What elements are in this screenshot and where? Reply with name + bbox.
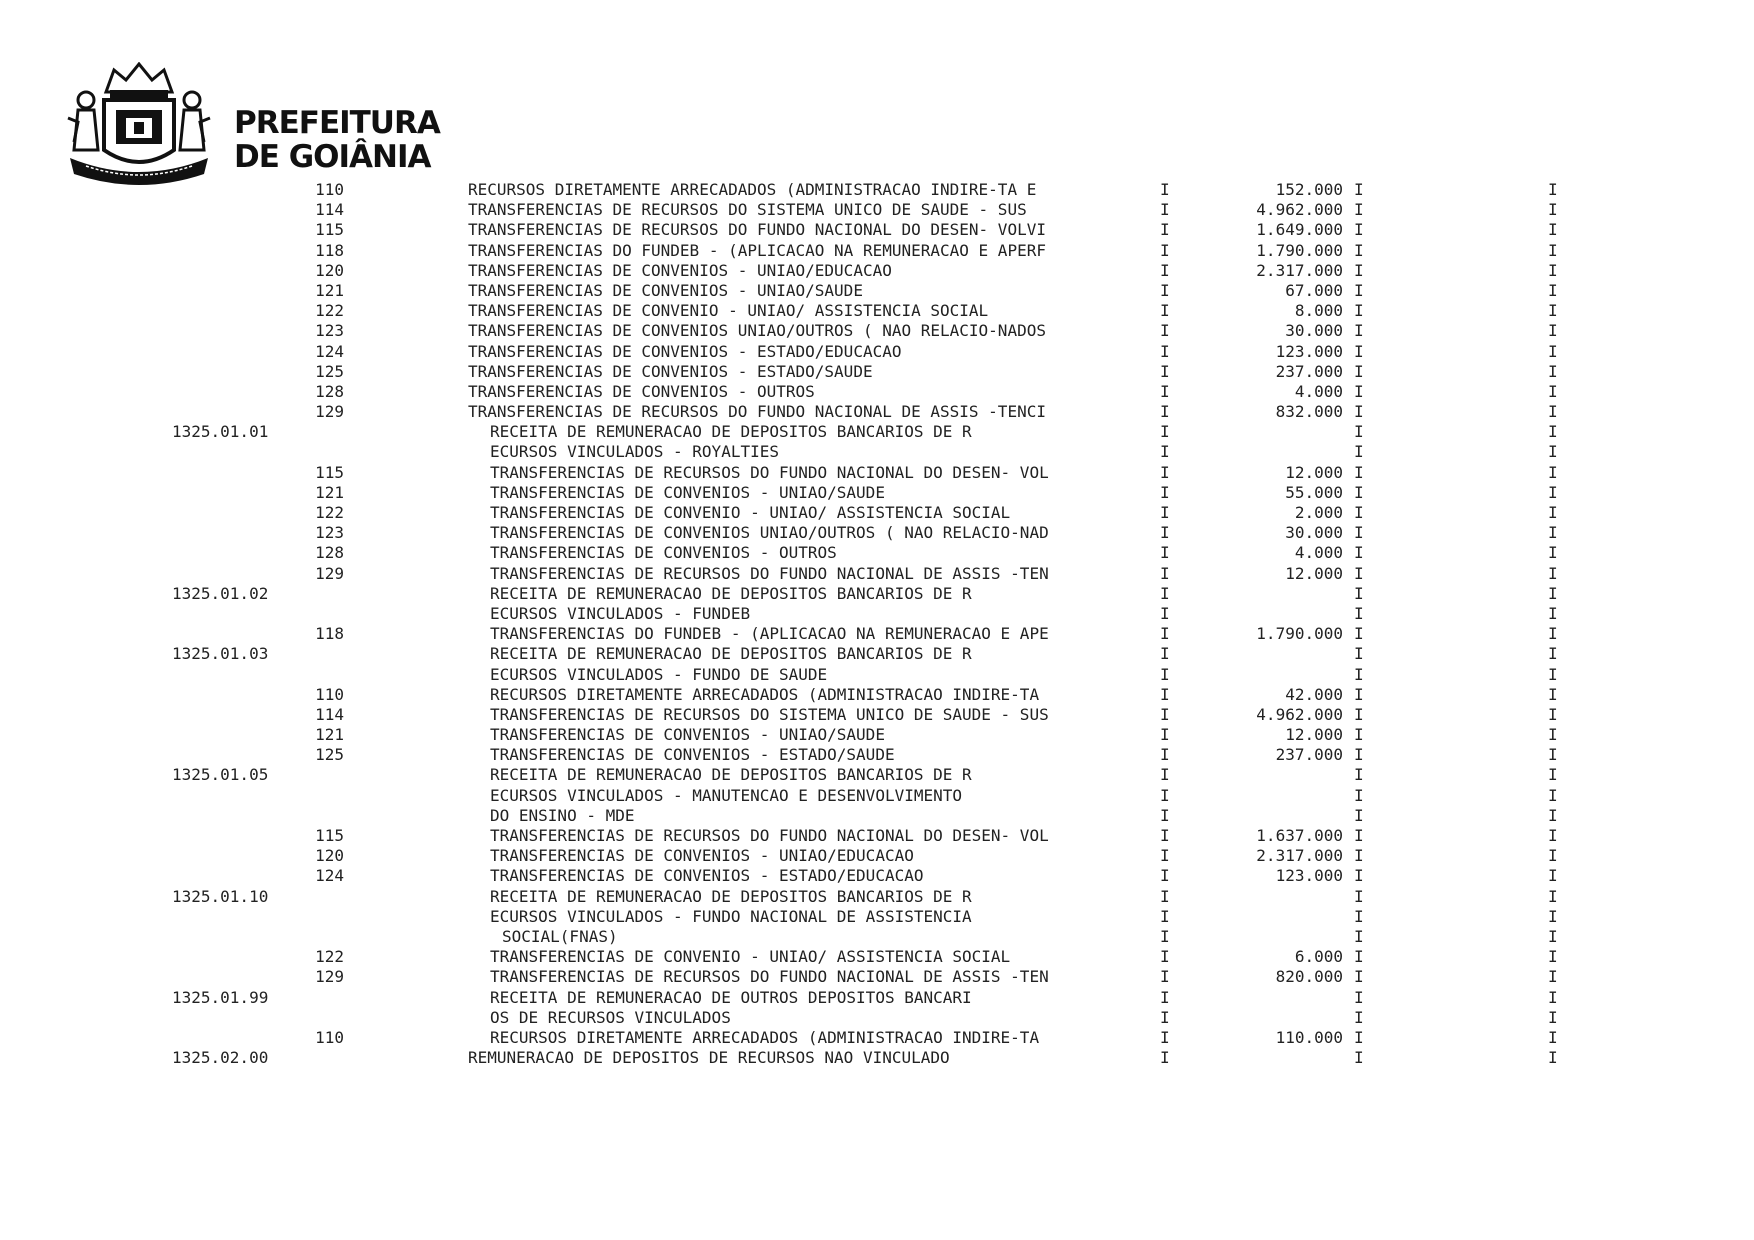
column-separator: I [1160,180,1170,199]
column-separator: I [1548,482,1558,502]
description: TRANSFERENCIAS DE CONVENIOS - OUTROS [490,543,837,563]
source-code: 129 [315,563,344,583]
source-code: 115 [315,826,344,845]
amount-value: 42.000 [1285,684,1343,704]
table-row [0,200,1754,220]
description: TRANSFERENCIAS DE CONVENIOS - ESTADO/SAUDE [490,745,895,765]
column-separator: I [1160,402,1170,422]
column-separator: I [1354,987,1364,1007]
table-row [0,927,1754,947]
source-code: 121 [315,725,344,745]
column-separator: I [1160,644,1170,664]
revenue-table [0,180,1754,1068]
column-separator: I [1354,926,1364,946]
amount-value: 1.790.000 [1256,624,1343,644]
column-separator: I [1548,543,1558,563]
column-separator: I [1548,280,1558,300]
amount-value: 12.000 [1285,462,1343,482]
brand-title [234,106,440,174]
source-code: 129 [315,402,344,422]
column-separator: I [1160,987,1170,1007]
table-row [0,665,1754,685]
column-separator: I [1548,603,1558,623]
amount-value: 820.000 [1275,967,1343,987]
description: TRANSFERENCIAS DE RECURSOS DO FUNDO NACIONAL DO DESEN- VOL [490,462,1049,482]
column-separator: I [1354,200,1364,220]
description: TRANSFERENCIAS DE CONVENIO - UNIAO/ ASSISTENCIA SOCIAL [468,301,989,321]
column-separator: I [1548,684,1558,704]
column-separator: I [1160,684,1170,704]
description: TRANSFERENCIAS DE RECURSOS DO FUNDO NACIONAL DE ASSIS -TENCI [468,402,1046,422]
column-separator: I [1354,644,1364,664]
source-code: 120 [315,846,344,866]
description: RECEITA DE REMUNERACAO DE DEPOSITOS BANCARIOS DE R [490,886,972,906]
column-separator: I [1354,1048,1364,1068]
column-separator: I [1160,462,1170,482]
column-separator: I [1160,926,1170,946]
table-row [0,1008,1754,1028]
table-row [0,1048,1754,1068]
amount-value: 1.637.000 [1256,826,1343,845]
description: TRANSFERENCIAS DE CONVENIO - UNIAO/ ASSISTENCIA SOCIAL [490,947,1011,967]
amount-value: 6.000 [1294,947,1343,967]
column-separator: I [1548,624,1558,644]
column-separator: I [1354,180,1364,199]
column-separator: I [1354,442,1364,462]
column-separator: I [1548,846,1558,866]
amount-value: 4.962.000 [1256,704,1343,724]
column-separator: I [1354,805,1364,825]
description: TRANSFERENCIAS DE CONVENIOS - UNIAO/SAUDE [468,280,863,300]
description: ECURSOS VINCULADOS - FUNDO NACIONAL DE ASSISTENCIA [490,906,972,926]
brand-line-1: PREFEITURA [234,105,440,141]
source-code: 123 [315,523,344,543]
column-separator: I [1354,543,1364,563]
description: OS DE RECURSOS VINCULADOS [490,1007,731,1027]
description: REMUNERACAO DE DEPOSITOS DE RECURSOS NAO VINCULADO [468,1048,950,1068]
amount-value: 55.000 [1285,482,1343,502]
table-row [0,806,1754,826]
table-row [0,604,1754,624]
table-row [0,584,1754,604]
description: ECURSOS VINCULADOS - FUNDO DE SAUDE [490,664,828,684]
description: RECEITA DE REMUNERACAO DE DEPOSITOS BANCARIOS DE R [490,583,972,603]
source-code: 122 [315,503,344,522]
column-separator: I [1354,906,1364,926]
column-separator: I [1548,381,1558,401]
column-separator: I [1548,826,1558,845]
amount-value: 12.000 [1285,563,1343,583]
table-row [0,281,1754,301]
column-separator: I [1548,321,1558,341]
account-code: 1325.02.00 [172,1048,269,1068]
account-code: 1325.01.01 [172,422,269,442]
column-separator: I [1354,341,1364,361]
column-separator: I [1160,260,1170,280]
column-separator: I [1548,301,1558,321]
column-separator: I [1548,523,1558,543]
source-code: 125 [315,745,344,765]
description: TRANSFERENCIAS DE CONVENIOS - ESTADO/SAUDE [468,361,873,381]
table-row [0,543,1754,563]
column-separator: I [1354,826,1364,845]
source-code: 124 [315,341,344,361]
amount-value: 2.317.000 [1256,846,1343,866]
column-separator: I [1160,947,1170,967]
column-separator: I [1160,745,1170,765]
brand-line-2: DE GOIÂNIA [234,139,431,175]
description: TRANSFERENCIAS DE CONVENIOS - OUTROS [468,381,815,401]
column-separator: I [1354,664,1364,684]
amount-value: 123.000 [1275,866,1343,886]
column-separator: I [1548,785,1558,805]
amount-value: 8.000 [1294,301,1343,321]
table-row [0,1028,1754,1048]
coat-of-arms-icon [64,62,214,194]
account-code: 1325.01.05 [172,765,269,785]
description: TRANSFERENCIAS DE CONVENIOS - UNIAO/SAUDE [490,482,885,502]
column-separator: I [1548,644,1558,664]
description: TRANSFERENCIAS DE RECURSOS DO SISTEMA UNICO DE SAUDE - SUS [468,200,1027,220]
description: TRANSFERENCIAS DE CONVENIOS - UNIAO/EDUCACAO [468,260,892,280]
column-separator: I [1160,361,1170,381]
column-separator: I [1160,826,1170,845]
column-separator: I [1160,866,1170,886]
amount-value: 2.317.000 [1256,260,1343,280]
column-separator: I [1354,624,1364,644]
table-row [0,483,1754,503]
column-separator: I [1354,280,1364,300]
column-separator: I [1354,523,1364,543]
description: RECEITA DE REMUNERACAO DE OUTROS DEPOSITOS BANCARI [490,987,972,1007]
header-logo [64,62,444,196]
description: TRANSFERENCIAS DO FUNDEB - (APLICACAO NA REMUNERACAO E APERF [468,240,1046,260]
column-separator: I [1548,361,1558,381]
column-separator: I [1354,846,1364,866]
table-row [0,442,1754,462]
table-row [0,241,1754,261]
column-separator: I [1160,583,1170,603]
account-code: 1325.01.99 [172,987,269,1007]
column-separator: I [1160,704,1170,724]
column-separator: I [1160,765,1170,785]
table-row [0,321,1754,341]
column-separator: I [1160,301,1170,321]
amount-value: 237.000 [1275,745,1343,765]
column-separator: I [1548,664,1558,684]
column-separator: I [1354,1027,1364,1047]
column-separator: I [1160,725,1170,745]
column-separator: I [1548,1048,1558,1068]
source-code: 121 [315,482,344,502]
column-separator: I [1548,563,1558,583]
column-separator: I [1160,200,1170,220]
table-row [0,887,1754,907]
source-code: 129 [315,967,344,987]
column-separator: I [1548,765,1558,785]
column-separator: I [1548,422,1558,442]
account-code: 1325.01.10 [172,886,269,906]
description: RECURSOS DIRETAMENTE ARRECADADOS (ADMINISTRACAO INDIRE-TA [490,1027,1040,1047]
column-separator: I [1160,906,1170,926]
amount-value: 4.962.000 [1256,200,1343,220]
column-separator: I [1160,280,1170,300]
column-separator: I [1548,503,1558,522]
column-separator: I [1160,503,1170,522]
source-code: 128 [315,543,344,563]
table-row [0,826,1754,846]
amount-value: 30.000 [1285,321,1343,341]
column-separator: I [1548,1027,1558,1047]
amount-value: 832.000 [1275,402,1343,422]
column-separator: I [1160,624,1170,644]
column-separator: I [1354,785,1364,805]
source-code: 118 [315,624,344,644]
amount-value: 1.649.000 [1256,220,1343,240]
description: TRANSFERENCIAS DE CONVENIOS - UNIAO/SAUDE [490,725,885,745]
source-code: 110 [315,180,344,199]
source-code: 110 [315,1027,344,1047]
column-separator: I [1548,1007,1558,1027]
amount-value: 237.000 [1275,361,1343,381]
column-separator: I [1160,664,1170,684]
table-row [0,503,1754,523]
amount-value: 30.000 [1285,523,1343,543]
column-separator: I [1548,402,1558,422]
account-code: 1325.01.02 [172,583,269,603]
column-separator: I [1354,684,1364,704]
source-code: 114 [315,704,344,724]
description: RECURSOS DIRETAMENTE ARRECADADOS (ADMINISTRACAO INDIRE-TA E [468,180,1037,199]
table-row [0,180,1754,200]
column-separator: I [1548,947,1558,967]
description: ECURSOS VINCULADOS - FUNDEB [490,603,751,623]
column-separator: I [1354,583,1364,603]
table-row [0,745,1754,765]
source-code: 124 [315,866,344,886]
column-separator: I [1354,301,1364,321]
column-separator: I [1160,603,1170,623]
column-separator: I [1354,947,1364,967]
column-separator: I [1548,987,1558,1007]
column-separator: I [1354,1007,1364,1027]
column-separator: I [1548,704,1558,724]
table-row [0,422,1754,442]
description: TRANSFERENCIAS DE RECURSOS DO FUNDO NACIONAL DO DESEN- VOLVI [468,220,1046,240]
column-separator: I [1160,1007,1170,1027]
source-code: 115 [315,462,344,482]
column-separator: I [1548,240,1558,260]
table-row [0,866,1754,886]
table-row [0,705,1754,725]
table-row [0,342,1754,362]
description: RECURSOS DIRETAMENTE ARRECADADOS (ADMINISTRACAO INDIRE-TA [490,684,1040,704]
description: RECEITA DE REMUNERACAO DE DEPOSITOS BANCARIOS DE R [490,422,972,442]
table-row [0,402,1754,422]
column-separator: I [1548,200,1558,220]
table-row [0,988,1754,1008]
table-row [0,846,1754,866]
column-separator: I [1160,220,1170,240]
column-separator: I [1354,240,1364,260]
table-row [0,624,1754,644]
amount-value: 67.000 [1285,280,1343,300]
column-separator: I [1548,220,1558,240]
column-separator: I [1354,361,1364,381]
column-separator: I [1354,866,1364,886]
column-separator: I [1354,402,1364,422]
column-separator: I [1354,603,1364,623]
column-separator: I [1160,543,1170,563]
column-separator: I [1160,240,1170,260]
table-row [0,564,1754,584]
account-code: 1325.01.03 [172,644,269,664]
column-separator: I [1548,967,1558,987]
column-separator: I [1548,725,1558,745]
table-row [0,301,1754,321]
amount-value: 152.000 [1275,180,1343,199]
description: DO ENSINO - MDE [490,805,635,825]
column-separator: I [1160,886,1170,906]
amount-value: 4.000 [1294,381,1343,401]
column-separator: I [1160,381,1170,401]
table-row [0,725,1754,745]
source-code: 120 [315,260,344,280]
column-separator: I [1354,886,1364,906]
column-separator: I [1160,967,1170,987]
description: TRANSFERENCIAS DE RECURSOS DO SISTEMA UNICO DE SAUDE - SUS [490,704,1049,724]
description: TRANSFERENCIAS DE CONVENIOS UNIAO/OUTROS ( NAO RELACIO-NAD [490,523,1049,543]
description: TRANSFERENCIAS DE CONVENIO - UNIAO/ ASSISTENCIA SOCIAL [490,503,1011,522]
column-separator: I [1548,180,1558,199]
column-separator: I [1354,704,1364,724]
column-separator: I [1548,926,1558,946]
table-row [0,463,1754,483]
column-separator: I [1548,260,1558,280]
description: TRANSFERENCIAS DE RECURSOS DO FUNDO NACIONAL DO DESEN- VOL [490,826,1049,845]
column-separator: I [1548,886,1558,906]
description: TRANSFERENCIAS DE CONVENIOS - UNIAO/EDUCACAO [490,846,914,866]
column-separator: I [1160,422,1170,442]
table-row [0,786,1754,806]
table-row [0,907,1754,927]
column-separator: I [1160,563,1170,583]
column-separator: I [1548,745,1558,765]
source-code: 125 [315,361,344,381]
source-code: 122 [315,301,344,321]
table-row [0,967,1754,987]
table-row [0,523,1754,543]
source-code: 110 [315,684,344,704]
source-code: 114 [315,200,344,220]
description: TRANSFERENCIAS DE CONVENIOS UNIAO/OUTROS ( NAO RELACIO-NADOS [468,321,1046,341]
column-separator: I [1548,866,1558,886]
column-separator: I [1548,583,1558,603]
amount-value: 4.000 [1294,543,1343,563]
table-row [0,362,1754,382]
column-separator: I [1160,1048,1170,1068]
description: TRANSFERENCIAS DE CONVENIOS - ESTADO/EDUCACAO [468,341,902,361]
column-separator: I [1354,321,1364,341]
description: TRANSFERENCIAS DE RECURSOS DO FUNDO NACIONAL DE ASSIS -TEN [490,967,1049,987]
column-separator: I [1354,967,1364,987]
column-separator: I [1160,321,1170,341]
column-separator: I [1548,805,1558,825]
column-separator: I [1354,220,1364,240]
column-separator: I [1160,341,1170,361]
amount-value: 12.000 [1285,725,1343,745]
column-separator: I [1354,422,1364,442]
table-row [0,220,1754,240]
column-separator: I [1160,523,1170,543]
column-separator: I [1354,260,1364,280]
column-separator: I [1354,765,1364,785]
description: ECURSOS VINCULADOS - MANUTENCAO E DESENVOLVIMENTO [490,785,963,805]
column-separator: I [1354,745,1364,765]
column-separator: I [1160,846,1170,866]
amount-value: 123.000 [1275,341,1343,361]
source-code: 121 [315,280,344,300]
column-separator: I [1354,725,1364,745]
source-code: 122 [315,947,344,967]
column-separator: I [1548,462,1558,482]
table-row [0,261,1754,281]
table-row [0,947,1754,967]
column-separator: I [1160,442,1170,462]
column-separator: I [1354,462,1364,482]
source-code: 115 [315,220,344,240]
amount-value: 1.790.000 [1256,240,1343,260]
table-row [0,685,1754,705]
column-separator: I [1548,906,1558,926]
column-separator: I [1160,1027,1170,1047]
column-separator: I [1160,482,1170,502]
amount-value: 2.000 [1294,503,1343,522]
description: TRANSFERENCIAS DE RECURSOS DO FUNDO NACIONAL DE ASSIS -TEN [490,563,1049,583]
description: TRANSFERENCIAS DE CONVENIOS - ESTADO/EDUCACAO [490,866,924,886]
description: SOCIAL(FNAS) [502,926,618,946]
source-code: 123 [315,321,344,341]
column-separator: I [1160,785,1170,805]
description: RECEITA DE REMUNERACAO DE DEPOSITOS BANCARIOS DE R [490,765,972,785]
source-code: 118 [315,240,344,260]
column-separator: I [1354,503,1364,522]
table-row [0,644,1754,664]
amount-value: 110.000 [1275,1027,1343,1047]
column-separator: I [1354,482,1364,502]
description: ECURSOS VINCULADOS - ROYALTIES [490,442,779,462]
column-separator: I [1548,442,1558,462]
column-separator: I [1548,341,1558,361]
column-separator: I [1354,381,1364,401]
table-row [0,382,1754,402]
source-code: 128 [315,381,344,401]
column-separator: I [1160,805,1170,825]
description: TRANSFERENCIAS DO FUNDEB - (APLICACAO NA REMUNERACAO E APE [490,624,1049,644]
description: RECEITA DE REMUNERACAO DE DEPOSITOS BANCARIOS DE R [490,644,972,664]
column-separator: I [1354,563,1364,583]
table-row [0,765,1754,785]
